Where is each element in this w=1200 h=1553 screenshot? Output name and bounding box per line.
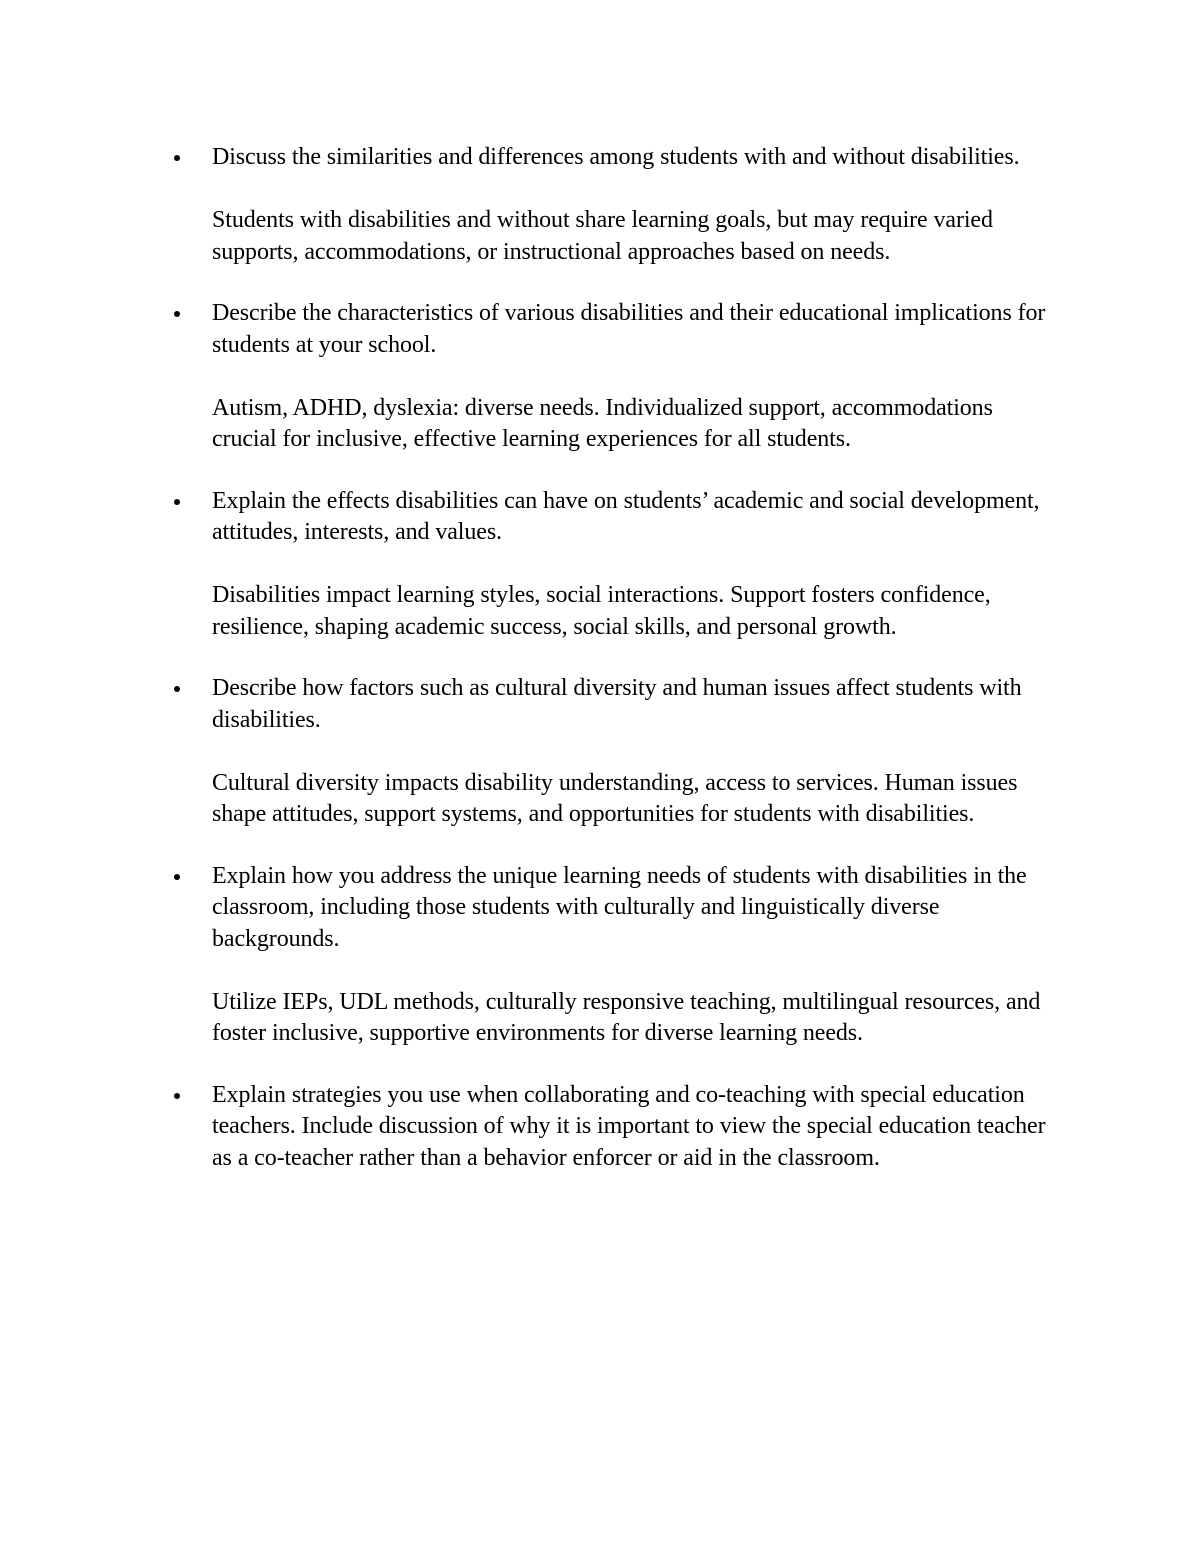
list-item (212, 861, 1062, 1050)
question-text: Explain strategies you use when collaborating and co-teaching with special education teachers. Include discussion of why it is important to view the special education teacher as a co-teacher rather than a behavior enforcer or aid in the classroom. (212, 1081, 1046, 1171)
question-text: Explain how you address the unique learning needs of students with disabilities in the classroom, including those students with culturally and linguistically diverse backgrounds. (212, 862, 1027, 952)
question-text: Describe the characteristics of various disabilities and their educational implications for students at your school. (212, 300, 1046, 358)
bullet-icon (174, 155, 180, 161)
question-text: Explain the effects disabilities can have on students’ academic and social development, attitudes, interests, and values. (212, 487, 1040, 545)
question-list (212, 142, 1062, 1204)
answer-text: Disabilities impact learning styles, social interactions. Support fosters confidence, resilience, shaping academic success, social skills, and personal growth. (212, 582, 991, 640)
bullet-icon (174, 686, 180, 692)
list-item (212, 1080, 1062, 1175)
bullet-icon (174, 311, 180, 317)
list-item (212, 486, 1062, 644)
bullet-icon (174, 1093, 180, 1099)
bullet-icon (174, 499, 180, 505)
question-text: Describe how factors such as cultural diversity and human issues affect students with disabilities. (212, 675, 1022, 733)
answer-text: Autism, ADHD, dyslexia: diverse needs. Individualized support, accommodations crucial for inclusive, effective learning experiences for all students. (212, 394, 993, 452)
answer-text: Utilize IEPs, UDL methods, culturally responsive teaching, multilingual resources, and foster inclusive, supportive environments for diverse learning needs. (212, 988, 1041, 1046)
answer-text: Students with disabilities and without share learning goals, but may require varied supports, accommodations, or instructional approaches based on needs. (212, 207, 993, 265)
question-text: Discuss the similarities and differences among students with and without disabilities. (212, 144, 1020, 170)
answer-text: Cultural diversity impacts disability understanding, access to services. Human issues shape attitudes, support systems, and opportunities for students with disabilities. (212, 769, 1018, 827)
list-item (212, 298, 1062, 456)
list-item (212, 142, 1062, 268)
bullet-icon (174, 874, 180, 880)
list-item (212, 673, 1062, 831)
